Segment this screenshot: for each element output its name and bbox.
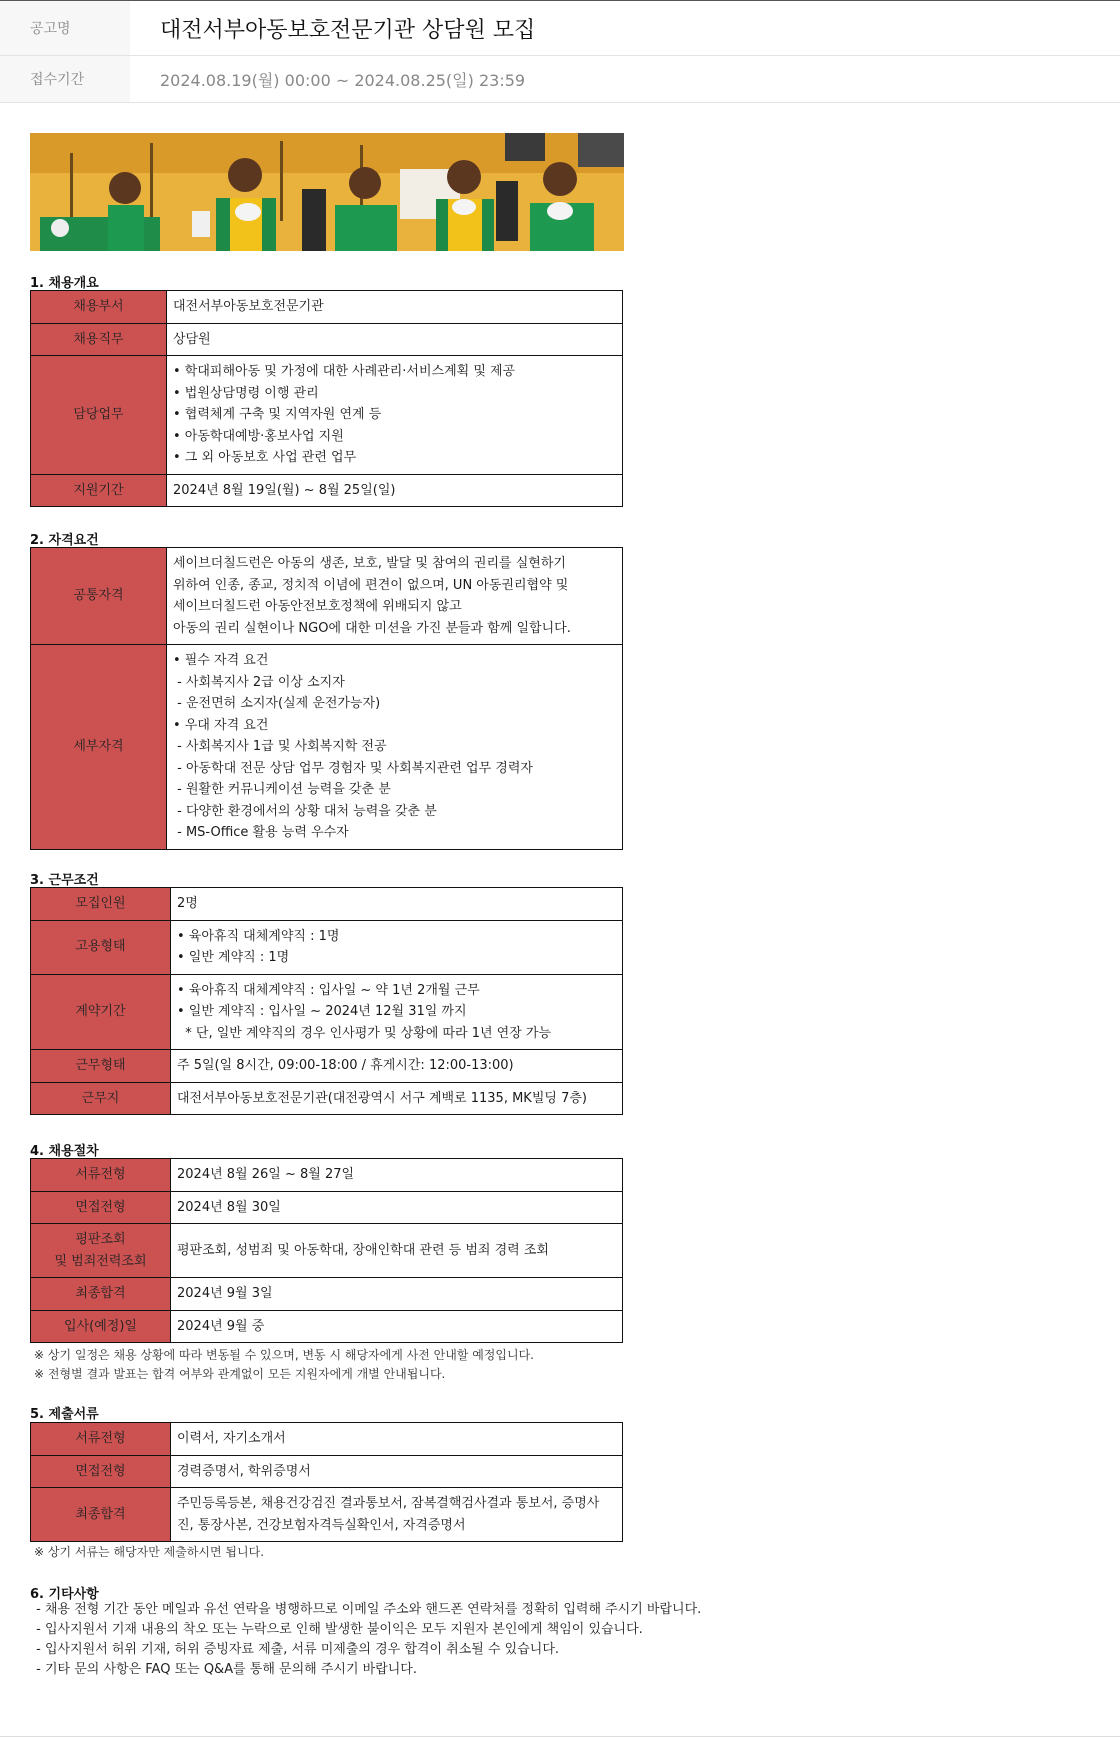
row-value: [171, 1488, 623, 1542]
row-value-line: • 필수 자격 요건: [173, 653, 269, 668]
row-label: 입사(예정)일: [31, 1310, 171, 1343]
row-value-line: 위하여 인종, 종교, 정치적 이념에 편견이 없으며, UN 아동권리협약 및: [173, 577, 569, 593]
row-value: [171, 974, 623, 1050]
row-value: [171, 1455, 623, 1488]
section-4-note: ※ 전형별 결과 발표는 합격 여부와 관계없이 모든 지원자에게 개별 안내됩니다.: [34, 1367, 446, 1381]
reception-period-value: 2024.08.19(월) 00:00 ~ 2024.08.25(일) 23:59: [160, 70, 526, 90]
section-5-table-body: [31, 1423, 623, 1542]
row-value-line: • 육아휴직 대체계약직 : 1명: [177, 928, 340, 944]
row-label: 담당업무: [31, 356, 167, 475]
row-value: [171, 1191, 623, 1224]
row-value-line: 2024년 9월 중: [177, 1318, 265, 1334]
row-label: 면접전형: [31, 1191, 171, 1224]
etc-item: - 채용 전형 기간 동안 메일과 유선 연락을 병행하므로 이메일 주소와 핸드폰 연락처를 정확히 입력해 주시기 바랍니다.: [32, 1602, 702, 1617]
section-5-notes: [34, 1543, 264, 1562]
row-value: [171, 1159, 623, 1192]
section-4-note: ※ 상기 일정은 채용 상황에 따라 변동될 수 있으며, 변동 시 해당자에게 사전 안내할 예정입니다.: [34, 1348, 534, 1362]
row-value: [167, 323, 623, 356]
row-value-line: • 일반 계약직 : 입사일 ~ 2024년 12월 31일 까지: [177, 1004, 467, 1019]
row-value: [171, 1224, 623, 1278]
row-label: 최종합격: [31, 1488, 171, 1542]
section-5-note: ※ 상기 서류는 해당자만 제출하시면 됩니다.: [34, 1545, 265, 1559]
row-label: 고용형태: [31, 920, 171, 974]
table-row: [31, 1455, 623, 1488]
section-6-list: [32, 1600, 701, 1680]
section-3-table: [30, 887, 623, 1115]
section-3-title: 3. 근무조건: [30, 873, 99, 888]
row-value-line: 2024년 8월 26일 ~ 8월 27일: [177, 1167, 355, 1182]
notice-title-value-wrap: [160, 1, 535, 55]
row-value-line: - 사회복지사 2급 이상 소지자: [173, 674, 345, 690]
table-row: [31, 888, 623, 921]
row-label: 면접전형: [31, 1455, 171, 1488]
bottom-border: [0, 1736, 1120, 1737]
table-row: [31, 1310, 623, 1343]
row-value-line: 대전서부아동보호전문기관(대전광역시 서구 계백로 1135, MK빌딩 7층): [177, 1090, 587, 1106]
notice-title-row: [0, 1, 1120, 56]
row-value: [171, 1310, 623, 1343]
reception-period-value-wrap: [160, 56, 525, 102]
section-2-table-body: [31, 548, 623, 850]
row-value-line: 주민등록등본, 채용건강검진 결과통보서, 잠복결핵검사결과 통보서, 증명사: [177, 1496, 600, 1511]
table-row: [31, 1224, 623, 1278]
table-row: [31, 645, 623, 850]
section-3-table-body: [31, 888, 623, 1115]
row-label: 근무형태: [31, 1050, 171, 1083]
table-row: [31, 1050, 623, 1083]
row-value-line: 주 5일(일 8시간, 09:00-18:00 / 휴게시간: 12:00-13:00): [177, 1058, 514, 1073]
row-value-line: • 법원상담명령 이행 관리: [173, 385, 319, 401]
row-value: [171, 920, 623, 974]
table-row: [31, 356, 623, 475]
row-value: [167, 291, 623, 324]
row-value: [167, 645, 623, 850]
row-value: [171, 888, 623, 921]
row-value-line: • 학대피해아동 및 가정에 대한 사례관리·서비스계획 및 제공: [173, 364, 516, 379]
row-value-line: 대전서부아동보호전문기관: [173, 299, 324, 314]
row-value: [171, 1423, 623, 1456]
row-label: 최종합격: [31, 1278, 171, 1311]
row-label: 모집인원: [31, 888, 171, 921]
section-2-title: 2. 자격요건: [30, 533, 99, 548]
row-value-line: 이력서, 자기소개서: [177, 1431, 286, 1446]
row-value-line: • 그 외 아동보호 사업 관련 업무: [173, 450, 357, 465]
row-value-line: • 일반 계약직 : 1명: [177, 950, 290, 965]
row-value-line: - 다양한 환경에서의 상황 대처 능력을 갖춘 분: [173, 803, 437, 819]
row-value-line: 상담원: [173, 331, 211, 347]
row-label: 계약기간: [31, 974, 171, 1050]
etc-item: - 기타 문의 사항은 FAQ 또는 Q&A를 통해 문의해 주시기 바랍니다.: [32, 1662, 417, 1677]
section-1-table-body: [31, 291, 623, 507]
row-value-line: - 운전면허 소지자(실제 운전가능자): [173, 696, 381, 711]
reception-period-label: 접수기간: [0, 56, 130, 102]
section-4-title: 4. 채용절차: [30, 1144, 99, 1159]
row-value: [167, 474, 623, 507]
table-row: [31, 474, 623, 507]
row-value-line: 진, 통장사본, 건강보험자격득실확인서, 자격증명서: [177, 1517, 466, 1533]
table-row: [31, 1191, 623, 1224]
row-value-line: - MS-Office 활용 능력 우수자: [173, 825, 349, 840]
row-value: [167, 356, 623, 475]
row-value-line: 2024년 8월 30일: [177, 1199, 281, 1215]
row-label: 평판조회 및 범죄전력조회: [31, 1224, 171, 1278]
banner-children-illustration: [30, 133, 624, 251]
table-row: [31, 291, 623, 324]
row-value-line: 2024년 8월 19일(월) ~ 8월 25일(일): [173, 482, 396, 498]
section-2-table: [30, 547, 623, 850]
section-4-table-body: [31, 1159, 623, 1343]
row-value-line: 세이브더칠드런 아동안전보호정책에 위배되지 않고: [173, 599, 462, 614]
row-value-line: - 원활한 커뮤니케이션 능력을 갖춘 분: [173, 782, 391, 797]
table-row: [31, 1278, 623, 1311]
row-value-line: - 사회복지사 1급 및 사회복지학 전공: [173, 739, 387, 754]
row-value: [171, 1050, 623, 1083]
section-4-table: [30, 1158, 623, 1343]
etc-item: - 입사지원서 허위 기재, 허위 증빙자료 제출, 서류 미제출의 경우 합격이 취소될 수 있습니다.: [32, 1642, 560, 1657]
section-5-title: 5. 제출서류: [30, 1407, 99, 1422]
row-value-line: • 협력체계 구축 및 지역자원 연계 등: [173, 407, 382, 422]
row-value-line: * 단, 일반 계약직의 경우 인사평가 및 상황에 따라 1년 연장 가능: [177, 1025, 552, 1041]
table-row: [31, 1423, 623, 1456]
row-value-line: 경력증명서, 학위증명서: [177, 1463, 311, 1479]
reception-period-row: [0, 56, 1120, 103]
row-label: 서류전형: [31, 1159, 171, 1192]
row-value-line: 2024년 9월 3일: [177, 1286, 273, 1301]
banner-image: [30, 133, 624, 251]
table-row: [31, 323, 623, 356]
section-4-notes: [34, 1346, 534, 1384]
page-title: 대전서부아동보호전문기관 상담원 모집: [160, 17, 536, 43]
notice-title-label: 공고명: [0, 1, 130, 55]
row-label: 서류전형: [31, 1423, 171, 1456]
row-value-line: 평판조회, 성범죄 및 아동학대, 장애인학대 관련 등 범죄 경력 조회: [177, 1242, 549, 1258]
table-row: [31, 1082, 623, 1115]
row-label: 채용부서: [31, 291, 167, 324]
section-5-table: [30, 1422, 623, 1542]
row-value-line: • 우대 자격 요건: [173, 717, 269, 733]
row-label: 지원기간: [31, 474, 167, 507]
table-row: [31, 974, 623, 1050]
etc-item: - 입사지원서 기재 내용의 착오 또는 누락으로 인해 발생한 불이익은 모두 지원자 본인에게 책임이 있습니다.: [32, 1622, 643, 1637]
row-value-line: 아동의 권리 실현이나 NGO에 대한 미션을 가진 분들과 함께 일합니다.: [173, 620, 571, 636]
row-value: [171, 1082, 623, 1115]
table-row: [31, 548, 623, 645]
row-value: [171, 1278, 623, 1311]
section-1-title: 1. 채용개요: [30, 276, 99, 291]
section-1-table: [30, 290, 623, 507]
section-6-title: 6. 기타사항: [30, 1587, 99, 1602]
table-row: [31, 1159, 623, 1192]
table-row: [31, 1488, 623, 1542]
row-value: [167, 548, 623, 645]
row-value-line: - 아동학대 전문 상담 업무 경험자 및 사회복지관련 업무 경력자: [173, 760, 533, 776]
row-value-line: • 육아휴직 대체계약직 : 입사일 ~ 약 1년 2개월 근무: [177, 982, 480, 998]
row-value-line: • 아동학대예방·홍보사업 지원: [173, 428, 344, 444]
row-label: 채용직무: [31, 323, 167, 356]
row-value-line: 세이브더칠드런은 아동의 생존, 보호, 발달 및 참여의 권리를 실현하기: [173, 556, 566, 571]
row-label: 세부자격: [31, 645, 167, 850]
row-value-line: 2명: [177, 896, 198, 911]
row-label: 공통자격: [31, 548, 167, 645]
row-label: 근무지: [31, 1082, 171, 1115]
table-row: [31, 920, 623, 974]
